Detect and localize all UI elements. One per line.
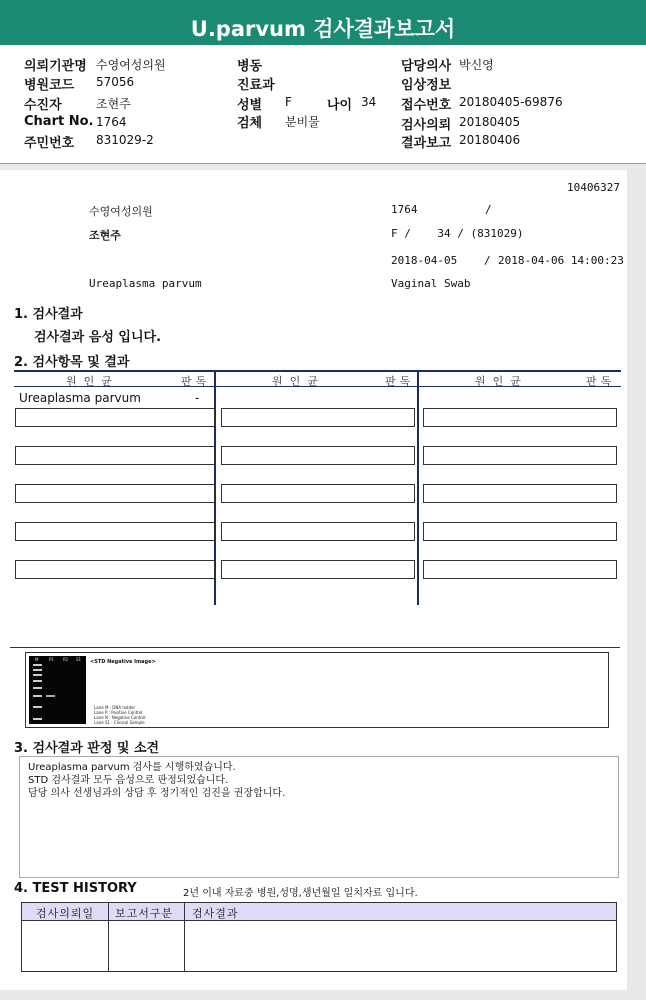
patient-info-panel <box>0 45 646 164</box>
history-note: 2년 이내 자료중 병원,성명,생년월일 일치자료 입니다. <box>183 888 418 899</box>
chart-label: Chart No. <box>24 114 94 129</box>
divider-line <box>10 647 620 648</box>
result-cell <box>423 484 617 503</box>
report-test-name: Ureaplasma parvum <box>89 277 202 290</box>
history-col-result: 검사결과 <box>192 907 239 920</box>
result-cell <box>15 560 215 579</box>
result-cell <box>15 484 215 503</box>
comment-line: 담당 의사 선생님과의 상담 후 정기적인 검진을 권장합니다. <box>28 788 286 799</box>
request-label: 검사의뢰 <box>401 118 452 133</box>
patient-value: 조현주 <box>96 97 131 111</box>
report-specimen: Vaginal Swab <box>391 277 471 290</box>
age-value: 34 <box>361 95 377 109</box>
gel-caption: <STD Negative Image> <box>90 659 156 665</box>
gel-electrophoresis-image <box>29 656 86 724</box>
report-date-label: 결과보고 <box>401 136 452 151</box>
result-cell <box>221 408 415 427</box>
section-1-result: 검사결과 음성 입니다. <box>34 330 162 345</box>
dept-label: 진료과 <box>237 78 275 93</box>
report-date-from: 2018-04-05 <box>391 254 458 267</box>
result-cell <box>15 522 215 541</box>
gel-image-panel <box>25 652 609 728</box>
result-table-top-border <box>14 370 621 372</box>
result-table-divider-2 <box>417 370 419 605</box>
report-sex-age: F / 34 / (831029) <box>391 227 524 240</box>
result-cell <box>423 446 617 465</box>
age-label: 나이 <box>327 98 353 113</box>
chart-value: 1764 <box>96 115 127 129</box>
lane-label-p1: P1 <box>49 657 54 662</box>
history-col-request-date: 검사의뢰일 <box>36 907 95 920</box>
result-cell <box>15 408 215 427</box>
result-cell <box>221 560 415 579</box>
section-3-title: 3. 검사결과 판정 및 소견 <box>14 741 160 756</box>
report-chart-slash: / <box>485 203 492 216</box>
col-organism-3: 원인균 <box>475 375 528 388</box>
section-4-title: 4. TEST HISTORY <box>14 881 137 896</box>
gel-band <box>33 674 42 676</box>
col-result-2: 판독 <box>385 375 415 388</box>
report-date-to: 2018-04-06 14:00:23 <box>498 254 624 267</box>
comment-line: STD 검사결과 모두 음성으로 판정되었습니다. <box>28 775 229 786</box>
gel-band <box>33 695 42 697</box>
history-table-header <box>22 903 616 921</box>
gel-band <box>33 687 42 689</box>
result-cell <box>221 484 415 503</box>
gel-band <box>33 664 42 666</box>
result-cell <box>15 446 215 465</box>
receipt-label: 접수번호 <box>401 98 452 113</box>
report-date-value: 20180406 <box>459 133 521 147</box>
section-1-title: 1. 검사결과 <box>14 307 83 322</box>
comment-box <box>19 756 619 878</box>
organism-name: Ureaplasma parvum <box>19 391 141 405</box>
hospital-value: 수영여성의원 <box>96 58 166 72</box>
result-cell <box>423 408 617 427</box>
specimen-value: 분비물 <box>285 115 320 129</box>
report-date-sep: / <box>484 254 491 267</box>
gel-band <box>33 706 42 708</box>
col-result-1: 판독 <box>181 375 211 388</box>
result-cell <box>423 560 617 579</box>
specimen-label: 검체 <box>237 116 263 131</box>
lane-label-m: M <box>35 657 39 662</box>
ward-label: 병동 <box>237 59 263 74</box>
result-cell <box>221 522 415 541</box>
organism-result: - <box>195 391 200 405</box>
doctor-label: 담당의사 <box>401 59 452 74</box>
gel-band <box>33 718 42 720</box>
report-title-bar <box>0 0 646 45</box>
gel-legend-1: Lane M : DNA ladder <box>94 705 136 710</box>
gel-band <box>46 695 55 697</box>
doctor-value: 박신영 <box>459 58 494 72</box>
report-sheet <box>0 170 627 990</box>
patient-label: 수진자 <box>24 98 62 113</box>
receipt-value: 20180405-69876 <box>459 95 563 109</box>
gel-legend-2: Lane P : Positive Control <box>94 710 143 715</box>
report-hospital: 수영여성의원 <box>89 205 153 218</box>
result-cell <box>423 522 617 541</box>
history-col-divider <box>108 903 109 971</box>
sex-label: 성별 <box>237 98 263 113</box>
lane-label-p2: P2 <box>63 657 68 662</box>
report-id: 10406327 <box>567 181 620 194</box>
request-value: 20180405 <box>459 115 521 129</box>
result-cell <box>221 446 415 465</box>
sex-value: F <box>285 95 292 109</box>
comment-line: Ureaplasma parvum 검사를 시행하였습니다. <box>28 762 236 773</box>
report-patient: 조현주 <box>89 229 121 242</box>
code-label: 병원코드 <box>24 78 75 93</box>
col-result-3: 판독 <box>586 375 616 388</box>
lane-label-s1: S1 <box>76 657 82 662</box>
rrn-value: 831029-2 <box>96 133 154 147</box>
clinical-label: 임상정보 <box>401 78 452 93</box>
col-organism-2: 원인균 <box>272 375 325 388</box>
history-col-divider <box>184 903 185 971</box>
hospital-label: 의뢰기관명 <box>24 59 87 74</box>
code-value: 57056 <box>96 75 135 89</box>
history-table <box>21 902 617 972</box>
gel-band <box>33 680 42 682</box>
report-title: U.parvum 검사결과보고서 <box>190 17 456 41</box>
report-chart: 1764 <box>391 203 418 216</box>
gel-band <box>33 669 42 671</box>
section-2-title: 2. 검사항목 및 결과 <box>14 355 130 370</box>
gel-legend-3: Lane N : Negative Control <box>94 715 146 720</box>
history-col-report-type: 보고서구분 <box>115 907 174 920</box>
gel-legend-4: Lane S1 : Clinical Sample <box>94 720 145 725</box>
col-organism-1: 원인균 <box>66 375 119 388</box>
rrn-label: 주민번호 <box>24 136 75 151</box>
